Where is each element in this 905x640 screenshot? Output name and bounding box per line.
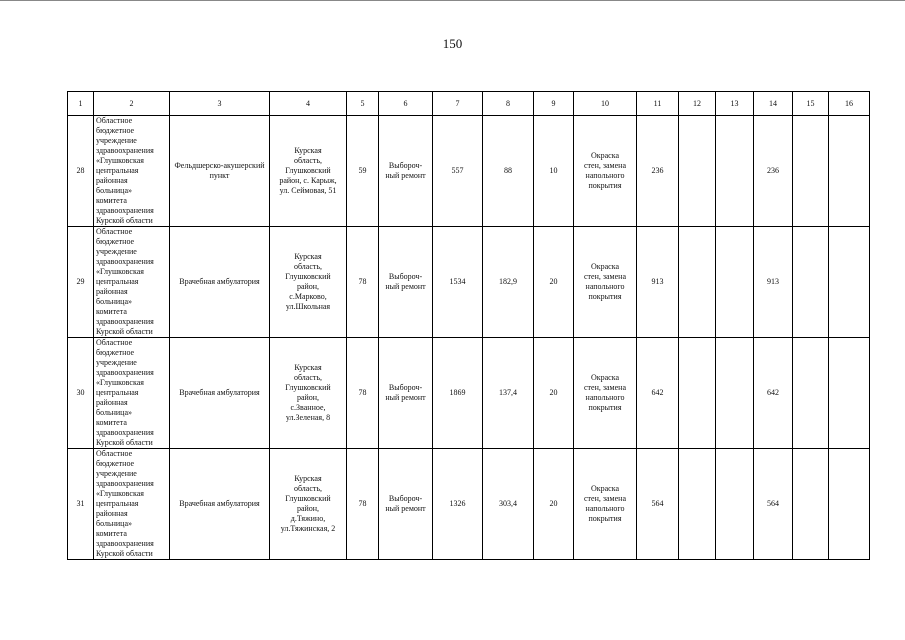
work-type-cell-line: Выбороч- — [388, 161, 423, 170]
organization-cell-line: Областное — [96, 227, 133, 236]
work-type-cell-line: Выбороч- — [388, 494, 423, 503]
work-type-cell-line: ный ремонт — [385, 171, 426, 180]
organization-cell-line: районная — [96, 509, 128, 518]
address-cell-line: область, — [293, 156, 323, 165]
facility-cell: Врачебная амбулатория — [170, 338, 270, 449]
work-description-cell-line: покрытия — [588, 181, 622, 190]
address-cell-line: район, с. Карыж, — [279, 176, 337, 185]
column-header: 12 — [679, 92, 716, 116]
column-header: 8 — [483, 92, 534, 116]
col9-cell: 20 — [534, 227, 574, 338]
column-header: 10 — [574, 92, 637, 116]
organization-cell-line: Курской области — [96, 216, 153, 225]
address-cell-line: Глушковский — [285, 166, 331, 175]
row-number-cell: 30 — [68, 338, 94, 449]
work-type-cell-line: ный ремонт — [385, 282, 426, 291]
organization-cell-line: учреждение — [96, 247, 137, 256]
organization-cell — [94, 116, 170, 227]
col12-cell — [679, 338, 716, 449]
work-type-cell — [379, 116, 433, 227]
organization-cell-line: больница» — [96, 186, 132, 195]
column-header: 5 — [347, 92, 379, 116]
col5-cell: 78 — [347, 449, 379, 560]
col14-cell: 913 — [754, 227, 793, 338]
address-cell-line: Курская — [294, 363, 322, 372]
work-description-cell-line: Окраска — [590, 373, 620, 382]
work-description-cell-line: стен, замена — [583, 383, 627, 392]
address-cell-line: ул.Школьная — [285, 302, 331, 311]
col16-cell — [829, 227, 870, 338]
address-cell-line: ул.Тяжинская, 2 — [280, 524, 336, 533]
address-cell-line: Курская — [294, 252, 322, 261]
col9-cell: 10 — [534, 116, 574, 227]
col12-cell — [679, 116, 716, 227]
column-header: 2 — [94, 92, 170, 116]
column-header: 9 — [534, 92, 574, 116]
organization-cell-line: здравоохранения — [96, 146, 154, 155]
organization-cell-line: здравоохранения — [96, 479, 154, 488]
work-type-cell-line: Выбороч- — [388, 383, 423, 392]
address-cell-line: с.Марково, — [289, 292, 327, 301]
work-type-cell-line: ный ремонт — [385, 393, 426, 402]
organization-cell-line: больница» — [96, 519, 132, 528]
facility-cell: Фельдшерско-акушерский пункт — [170, 116, 270, 227]
col12-cell — [679, 227, 716, 338]
col15-cell — [793, 449, 829, 560]
organization-cell-line: здравоохранения — [96, 368, 154, 377]
column-header: 14 — [754, 92, 793, 116]
organization-cell-line: «Глушковская — [96, 156, 144, 165]
organization-cell-line: центральная — [96, 277, 139, 286]
column-header: 11 — [637, 92, 679, 116]
col8-cell: 182,9 — [483, 227, 534, 338]
col5-cell: 78 — [347, 338, 379, 449]
organization-cell-line: Курской области — [96, 327, 153, 336]
address-cell — [270, 338, 347, 449]
organization-cell-line: Курской области — [96, 549, 153, 558]
top-rule — [0, 0, 905, 5]
work-type-cell — [379, 227, 433, 338]
col5-cell: 59 — [347, 116, 379, 227]
organization-cell-line: центральная — [96, 388, 139, 397]
column-header: 16 — [829, 92, 870, 116]
work-type-cell-line: Выбороч- — [388, 272, 423, 281]
organization-cell-line: Курской области — [96, 438, 153, 447]
col15-cell — [793, 116, 829, 227]
organization-cell-line: Областное — [96, 338, 133, 347]
organization-cell-line: здравоохранения — [96, 428, 154, 437]
address-cell-line: Курская — [294, 146, 322, 155]
address-cell-line: Глушковский — [285, 272, 331, 281]
organization-cell-line: здравоохранения — [96, 206, 154, 215]
work-description-cell-line: покрытия — [588, 514, 622, 523]
col14-cell: 564 — [754, 449, 793, 560]
address-cell-line: д.Тяжино, — [290, 514, 326, 523]
address-cell-line: область, — [293, 373, 323, 382]
work-description-cell-line: стен, замена — [583, 272, 627, 281]
work-type-cell-line: ный ремонт — [385, 504, 426, 513]
col5-cell: 78 — [347, 227, 379, 338]
col15-cell — [793, 338, 829, 449]
col16-cell — [829, 338, 870, 449]
col11-cell: 913 — [637, 227, 679, 338]
organization-cell-line: учреждение — [96, 469, 137, 478]
organization-cell-line: комитета — [96, 529, 127, 538]
organization-cell-line: Областное — [96, 449, 133, 458]
organization-cell-line: бюджетное — [96, 459, 135, 468]
work-description-cell-line: Окраска — [590, 262, 620, 271]
organization-cell-line: комитета — [96, 307, 127, 316]
col11-cell: 564 — [637, 449, 679, 560]
repair-table — [67, 91, 870, 560]
organization-cell-line: районная — [96, 176, 128, 185]
work-type-cell — [379, 449, 433, 560]
work-description-cell-line: стен, замена — [583, 161, 627, 170]
organization-cell-line: бюджетное — [96, 348, 135, 357]
work-description-cell — [574, 338, 637, 449]
table-row — [68, 449, 870, 560]
column-header: 3 — [170, 92, 270, 116]
col14-cell: 236 — [754, 116, 793, 227]
organization-cell-line: Областное — [96, 116, 133, 125]
table-row — [68, 227, 870, 338]
organization-cell — [94, 227, 170, 338]
table-row — [68, 338, 870, 449]
work-type-cell — [379, 338, 433, 449]
address-cell-line: ул. Сеймовая, 51 — [279, 186, 337, 195]
organization-cell-line: здравоохранения — [96, 257, 154, 266]
work-description-cell-line: Окраска — [590, 151, 620, 160]
col9-cell: 20 — [534, 338, 574, 449]
work-description-cell-line: покрытия — [588, 292, 622, 301]
address-cell-line: Глушковский — [285, 494, 331, 503]
organization-cell-line: «Глушковская — [96, 378, 144, 387]
col7-cell: 1869 — [433, 338, 483, 449]
page-number: 150 — [442, 36, 463, 51]
address-cell — [270, 227, 347, 338]
column-header: 15 — [793, 92, 829, 116]
address-cell-line: район, — [296, 282, 320, 291]
organization-cell-line: центральная — [96, 166, 139, 175]
col8-cell: 303,4 — [483, 449, 534, 560]
column-header: 4 — [270, 92, 347, 116]
address-cell-line: ул.Зеленая, 8 — [285, 413, 331, 422]
col9-cell: 20 — [534, 449, 574, 560]
col13-cell — [716, 449, 754, 560]
col15-cell — [793, 227, 829, 338]
col13-cell — [716, 116, 754, 227]
column-header: 7 — [433, 92, 483, 116]
organization-cell-line: комитета — [96, 418, 127, 427]
col13-cell — [716, 227, 754, 338]
row-number-cell: 29 — [68, 227, 94, 338]
facility-cell: Врачебная амбулатория — [170, 227, 270, 338]
address-cell-line: область, — [293, 484, 323, 493]
work-description-cell — [574, 227, 637, 338]
row-number-cell: 28 — [68, 116, 94, 227]
organization-cell-line: «Глушковская — [96, 489, 144, 498]
work-description-cell-line: напольного — [585, 282, 625, 291]
work-description-cell-line: Окраска — [590, 484, 620, 493]
work-description-cell-line: покрытия — [588, 403, 622, 412]
organization-cell-line: «Глушковская — [96, 267, 144, 276]
organization-cell-line: учреждение — [96, 358, 137, 367]
header-row — [68, 92, 870, 116]
organization-cell-line: комитета — [96, 196, 127, 205]
organization-cell-line: больница» — [96, 297, 132, 306]
organization-cell-line: районная — [96, 287, 128, 296]
col7-cell: 1534 — [433, 227, 483, 338]
col12-cell — [679, 449, 716, 560]
organization-cell-line: больница» — [96, 408, 132, 417]
address-cell — [270, 116, 347, 227]
address-cell-line: область, — [293, 262, 323, 271]
address-cell-line: район, — [296, 393, 320, 402]
work-description-cell — [574, 449, 637, 560]
organization-cell-line: здравоохранения — [96, 317, 154, 326]
facility-cell: Врачебная амбулатория — [170, 449, 270, 560]
organization-cell-line: районная — [96, 398, 128, 407]
col11-cell: 236 — [637, 116, 679, 227]
col16-cell — [829, 116, 870, 227]
col14-cell: 642 — [754, 338, 793, 449]
organization-cell-line: здравоохранения — [96, 539, 154, 548]
work-description-cell-line: напольного — [585, 393, 625, 402]
col13-cell — [716, 338, 754, 449]
col11-cell: 642 — [637, 338, 679, 449]
organization-cell — [94, 338, 170, 449]
work-description-cell — [574, 116, 637, 227]
address-cell-line: с.Званное, — [290, 403, 326, 412]
col8-cell: 137,4 — [483, 338, 534, 449]
address-cell-line: Курская — [294, 474, 322, 483]
work-description-cell-line: стен, замена — [583, 494, 627, 503]
table-row — [68, 116, 870, 227]
organization-cell-line: учреждение — [96, 136, 137, 145]
work-description-cell-line: напольного — [585, 171, 625, 180]
col8-cell: 88 — [483, 116, 534, 227]
organization-cell-line: центральная — [96, 499, 139, 508]
organization-cell-line: бюджетное — [96, 126, 135, 135]
column-header: 6 — [379, 92, 433, 116]
address-cell — [270, 449, 347, 560]
col7-cell: 557 — [433, 116, 483, 227]
column-header: 13 — [716, 92, 754, 116]
address-cell-line: район, — [296, 504, 320, 513]
col7-cell: 1326 — [433, 449, 483, 560]
col16-cell — [829, 449, 870, 560]
organization-cell-line: бюджетное — [96, 237, 135, 246]
column-header: 1 — [68, 92, 94, 116]
row-number-cell: 31 — [68, 449, 94, 560]
address-cell-line: Глушковский — [285, 383, 331, 392]
organization-cell — [94, 449, 170, 560]
work-description-cell-line: напольного — [585, 504, 625, 513]
